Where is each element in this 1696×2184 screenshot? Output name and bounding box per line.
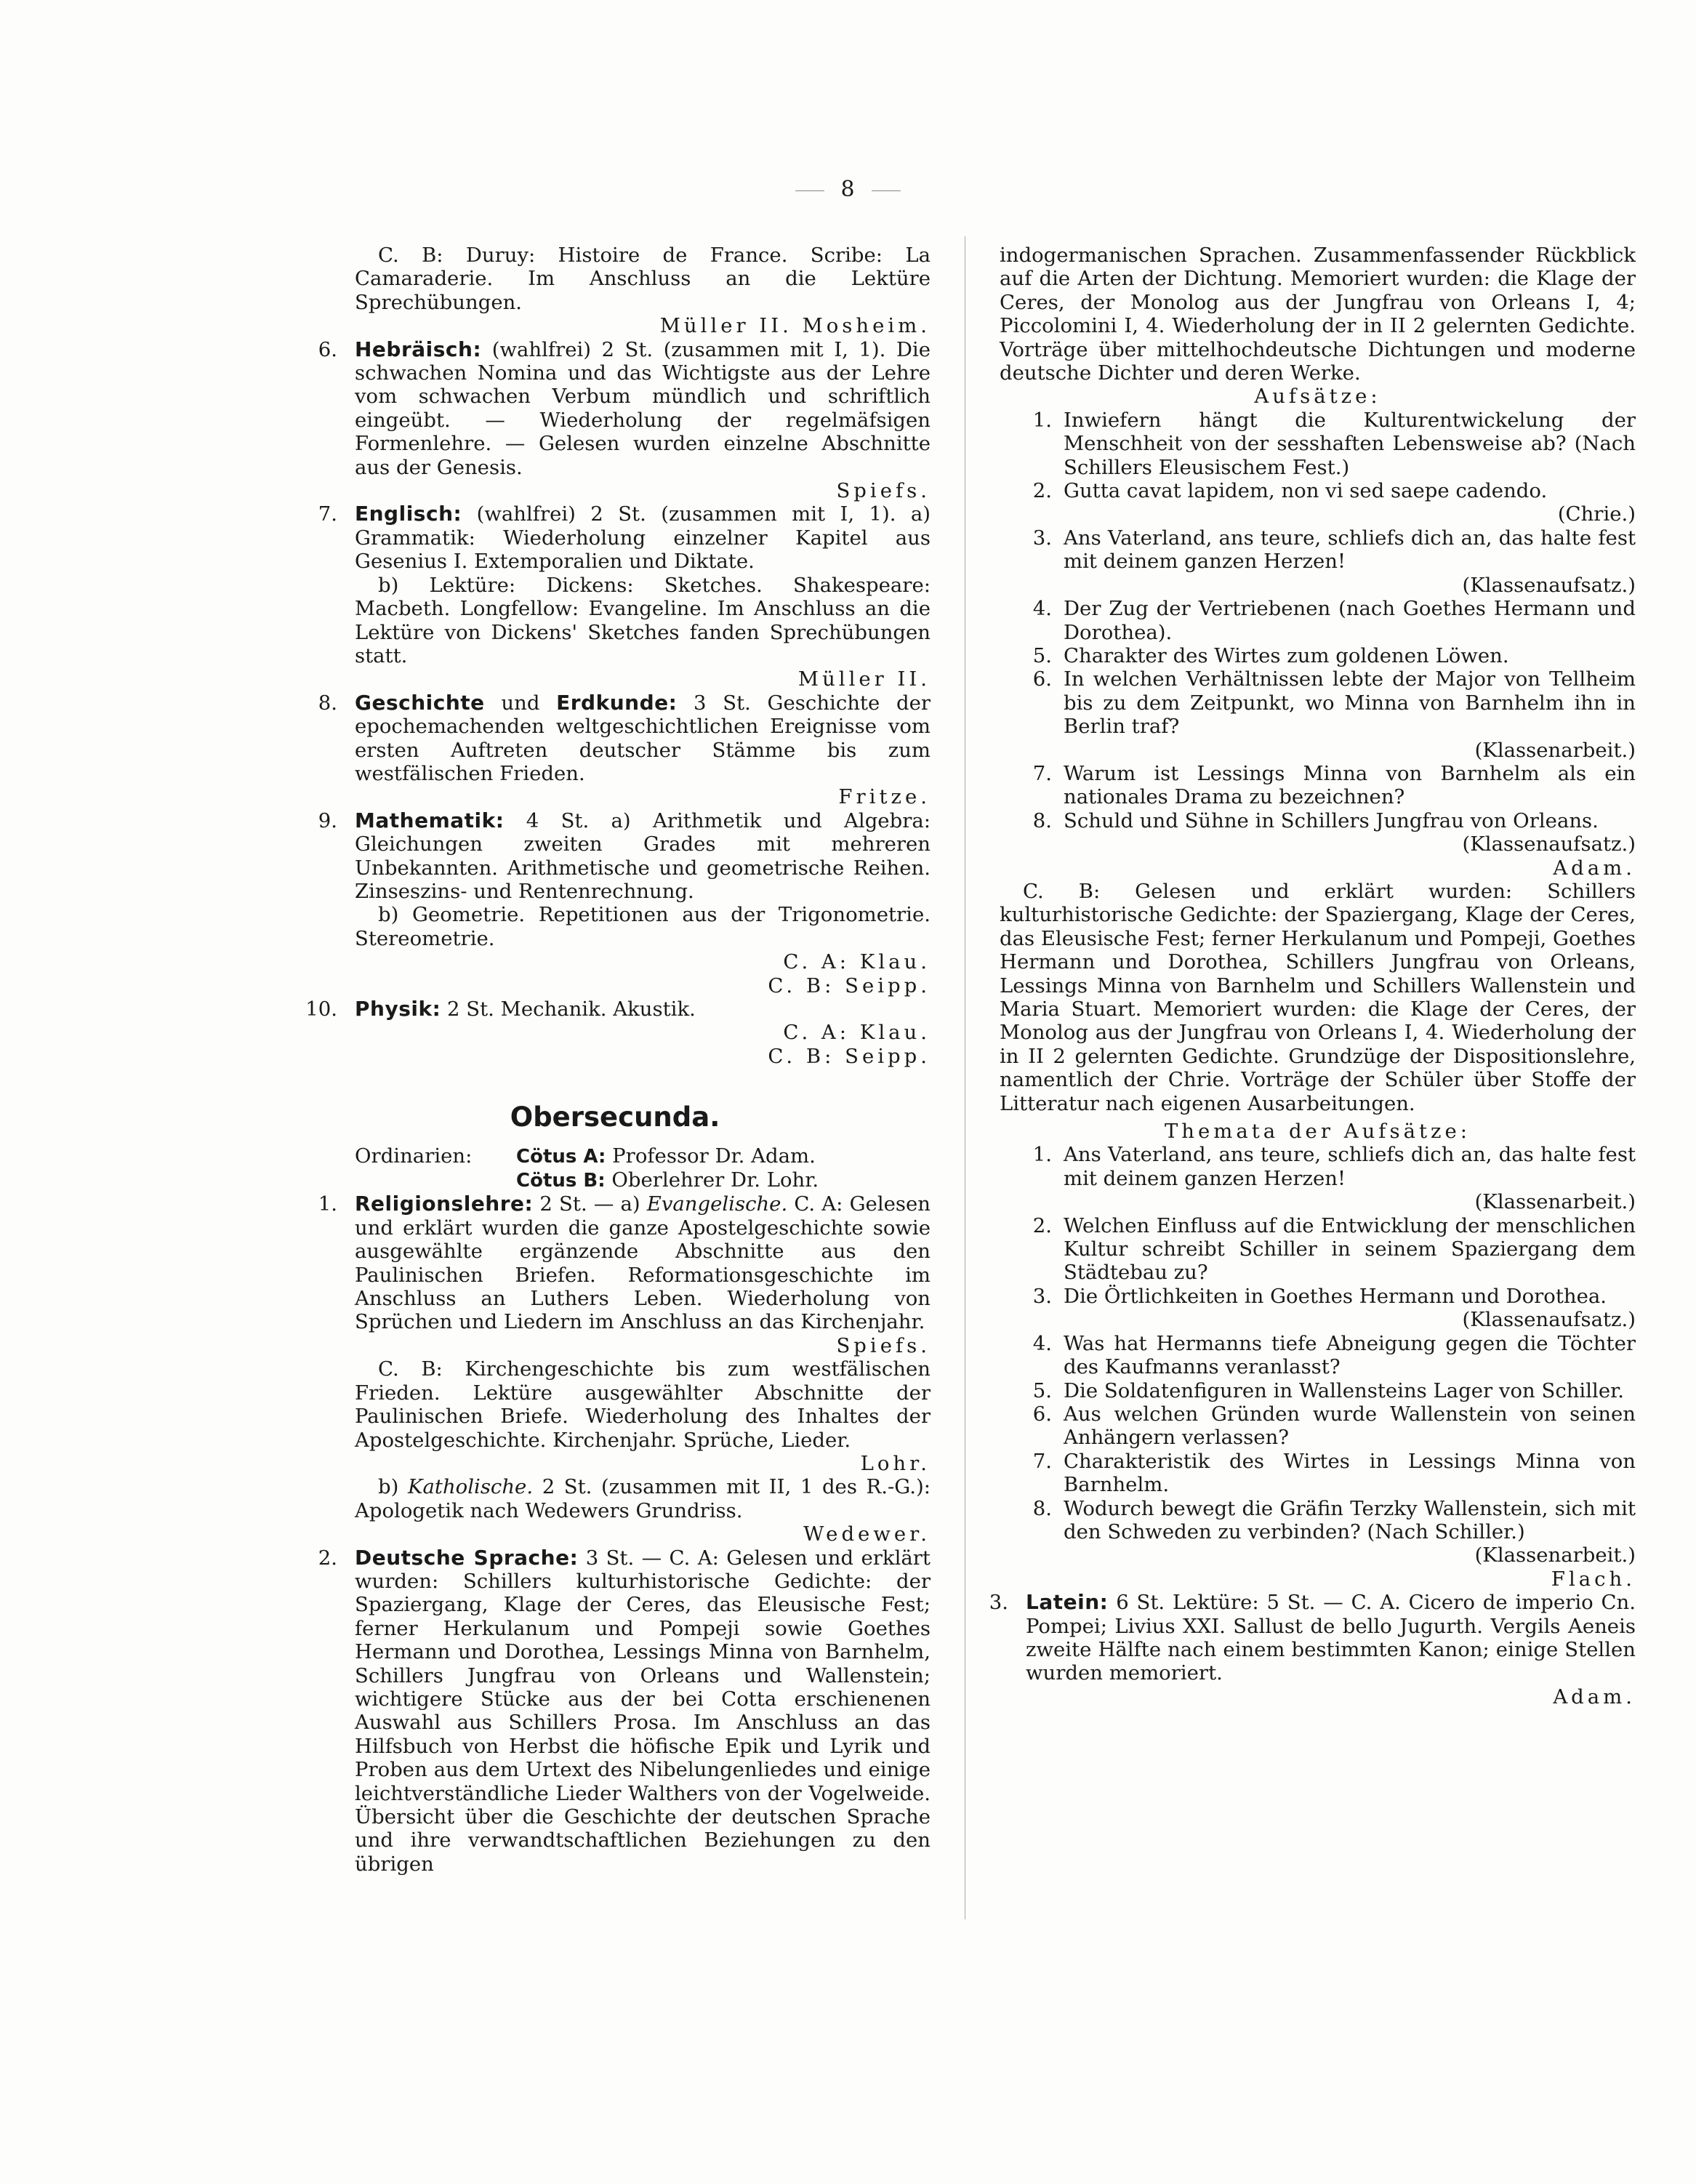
list-item-text: Aus welchen Gründen wurde Wallenstein von seinen Anhängern verlassen?	[1064, 1402, 1636, 1450]
list-item-note: (Klassenaufsatz.)	[1462, 573, 1636, 597]
list-item-text: Inwiefern hängt die Kulturentwickelung der Menschheit von der sesshaften Lebensweise ab? (Nach Schillers Eleusischem Fest.)	[1064, 408, 1636, 479]
list-item-number: 4.	[1032, 1331, 1052, 1355]
subject-title: Englisch:	[355, 502, 462, 526]
kath-prefix: b)	[378, 1475, 399, 1499]
subject-text-b: b) Geometrie. Repetitionen aus der Trigonometrie. Stereometrie.	[355, 903, 931, 950]
list-item	[1000, 762, 1636, 809]
teacher-signature: Spiefs.	[836, 1333, 931, 1357]
teacher-signature-kath: Wedewer.	[803, 1522, 931, 1546]
list-item-note: (Klassenarbeit.)	[1474, 1543, 1636, 1567]
subject-text: (wahlfrei) 2 St. (zusammen mit I, 1). Die schwachen Nomina und das Wichtigste aus der Lehre vom schwachen Verbum mündlich und schriftlich eingeübt. — Wiederholung der regelmäfsigen Formenlehre. — Gelesen wurden einzelne Abschnitte aus der Genesis.	[355, 337, 931, 479]
cotus-a-label: Cötus A:	[516, 1145, 606, 1168]
list-item-text: Gutta cavat lapidem, non vi sed saepe cadendo.	[1064, 479, 1548, 503]
teacher-signature-a: C. A: Klau.	[783, 950, 931, 974]
list-item	[1000, 479, 1636, 526]
subject-text: 2 St. Mechanik. Akustik.	[447, 997, 696, 1021]
list-item-number: 7.	[1032, 1449, 1052, 1473]
list-item-text: Charakteristik des Wirtes in Lessings Minna von Barnhelm.	[1064, 1449, 1636, 1497]
intro-signature: Müller II. Mosheim.	[659, 314, 931, 338]
list-item-number: 6.	[1032, 667, 1052, 691]
list-item-text: Wodurch bewegt die Gräfin Terzky Wallenstein, sich mit den Schweden zu verbinden? (Nach Schiller.)	[1064, 1496, 1636, 1543]
item-number: 8.	[318, 691, 337, 715]
list-item-text: Die Örtlichkeiten in Goethes Hermann und Dorothea.	[1064, 1284, 1607, 1308]
themata-heading: Themata der Aufsätze:	[1164, 1120, 1471, 1144]
aufsaetze-signature: Adam.	[1553, 856, 1636, 880]
item-number: 10.	[305, 997, 337, 1021]
list-item-number: 5.	[1032, 643, 1052, 667]
item-number: 6.	[318, 337, 337, 361]
subject-latein	[970, 1591, 1636, 1709]
item-number: 2.	[318, 1546, 337, 1570]
subject-physik	[300, 997, 931, 1068]
subject-text: 4 St. a) Arithmetik und Algebra: Gleichungen zweiten Grades mit mehreren Unbekannten. Arithmetische und geometrische Reihen. Zinseszins- und Rentenrechnung.	[355, 808, 931, 903]
subject-text: C. A: Gelesen und erklärt wurden die ganze Apostelgeschichte sowie ausgewählte ergänzende Abschnitte aus den Paulinischen Briefen. Reformationsgeschichte im Anschluss an Luthers Leben. Wiederholung von Sprüchen und Liedern im Anschluss an das Kirchenjahr.	[355, 1192, 931, 1334]
list-item-number: 4.	[1032, 597, 1052, 621]
teacher-signature-b: C. B: Seipp.	[768, 973, 931, 997]
cotus-a-teacher: Professor Dr. Adam.	[612, 1144, 816, 1168]
list-item-number: 2.	[1032, 479, 1052, 503]
subject-geschichte	[300, 691, 931, 809]
list-item-text: Welchen Einfluss auf die Entwicklung der menschlichen Kultur schreibt Schiller in seinem Spaziergang dem Städtebau zu?	[1064, 1213, 1636, 1285]
item-number: 3.	[989, 1591, 1008, 1615]
list-item	[1000, 597, 1636, 644]
list-item-note: (Klassenarbeit.)	[1474, 1190, 1636, 1214]
list-item	[1000, 644, 1636, 667]
teacher-signature-a: C. A: Klau.	[783, 1021, 931, 1045]
list-item-note: (Klassenaufsatz.)	[1462, 832, 1636, 856]
cotus-b-teacher: Oberlehrer Dr. Lohr.	[611, 1168, 819, 1192]
subject-title: Latein:	[1026, 1590, 1109, 1615]
themata-list	[1000, 1143, 1636, 1567]
list-item-text: Schuld und Sühne in Schillers Jungfrau von Orleans.	[1064, 808, 1599, 832]
subject-title-conjunction: und	[501, 691, 540, 715]
list-item-text: Warum ist Lessings Minna von Barnhelm als ein nationales Drama zu bezeichnen?	[1064, 761, 1636, 809]
list-item-number: 6.	[1032, 1402, 1052, 1426]
teacher-signature-cb: Lohr.	[860, 1451, 931, 1475]
list-item-text: Was hat Hermanns tiefe Abneigung gegen die Töchter des Kaufmanns veranlasst?	[1064, 1331, 1636, 1379]
list-item-number: 1.	[1032, 1143, 1052, 1167]
subject-title: Deutsche Sprache:	[355, 1545, 579, 1570]
subject-text: 3 St. — C. A: Gelesen und erklärt wurden: Schillers kulturhistorische Gedichte: der Spaziergang, Klage der Ceres, das Eleusische Fest; ferner Herkulanum und Pompeji sowie Goethes Hermann und Dorothea, Lessings Minna von Barnhelm, Schillers Jungfrau von Orleans und Wallenstein; wichtigere Stücke aus der bei Cotta erschienenen Auswahl aus Schillers Prosa. Im Anschluss an das Hilfsbuch von Herbst die höfische Epik und Lyrik und Proben aus dem Urtext des Nibelungenliedes und einige leichtverständliche Lieder Walthers von der Vogelweide. Übersicht über die Geschichte der deutschen Sprache und ihre verwandtschaftlichen Beziehungen zu den übrigen	[355, 1546, 931, 1876]
list-item-number: 3.	[1032, 1284, 1052, 1308]
list-item	[1000, 1497, 1636, 1567]
teacher-signature: Fritze.	[838, 785, 931, 809]
list-item	[1000, 1450, 1636, 1497]
ordinarien-a	[516, 1144, 931, 1168]
ordinarien-label: Ordinarien:	[355, 1144, 473, 1168]
deutsch-continuation: indogermanischen Sprachen. Zusammenfassender Rückblick auf die Arten der Dichtung. Memoriert wurden: die Klage der Ceres, der Monolog aus der Jungfrau von Orleans I, 4; Piccolomini I, 4. Wiederholung der in II 2 gelernten Gedichte. Vorträge über mittelhochdeutsche Dichtungen und moderne deutsche Dichter und deren Werke.	[1000, 244, 1636, 385]
kath-subtitle: Katholische.	[407, 1475, 534, 1499]
subject-title: Religionslehre:	[355, 1192, 534, 1216]
section-heading: Obersecunda.	[510, 1101, 720, 1133]
list-item	[1000, 1214, 1636, 1285]
subject-text-cb: C. B: Kirchengeschichte bis zum westfälischen Frieden. Lektüre ausgewählter Abschnitte der Paulinischen Briefe. Wiederholung des Inhaltes der Apostelgeschichte. Kirchenjahr. Sprüche, Lieder.	[355, 1357, 931, 1452]
list-item-text: In welchen Verhältnissen lebte der Major von Tellheim bis zu dem Zeitpunkt, wo Minna von Barnhelm ihn in Berlin traf?	[1064, 667, 1636, 739]
subject-text-b: b) Lektüre: Dickens: Sketches. Shakespeare: Macbeth. Longfellow: Evangeline. Im Anschluss an die Lektüre von Dickens' Sketches fanden Sprechübungen statt.	[355, 573, 931, 667]
list-item	[1000, 409, 1636, 479]
list-item-number: 7.	[1032, 761, 1052, 785]
cotus-b-label: Cötus B:	[516, 1170, 606, 1192]
ordinarien	[355, 1144, 931, 1193]
aufsaetze-list	[1000, 409, 1636, 856]
page-number-dash-left	[795, 190, 824, 191]
list-item-note: (Klassenaufsatz.)	[1462, 1308, 1636, 1332]
subject-text: 6 St. Lektüre: 5 St. — C. A. Cicero de imperio Cn. Pompei; Livius XXI. Sallust de bello Jugurth. Vergils Aeneis zweite Hälfte nach einem bestimmten Kanon; einige Stellen wurden memoriert.	[1026, 1591, 1636, 1685]
list-item-number: 1.	[1032, 408, 1052, 432]
intro-paragraph	[300, 244, 931, 314]
subject-title: Mathematik:	[355, 808, 505, 832]
subject-text: 3 St. Geschichte der epochemachenden weltgeschichtlichen Ereignisse vom ersten Auftreten deutscher Stämme bis zum westfälischen Frieden.	[355, 691, 931, 785]
list-item-text: Charakter des Wirtes zum goldenen Löwen.	[1064, 643, 1509, 667]
item-number: 1.	[318, 1192, 337, 1216]
list-item-note: (Chrie.)	[1557, 502, 1636, 526]
item-number: 7.	[318, 502, 337, 526]
subject-title-2: Erdkunde:	[556, 690, 678, 715]
teacher-signature: Spiefs.	[836, 479, 931, 503]
subject-mathematik	[300, 809, 931, 997]
list-item	[1000, 526, 1636, 597]
item-number: 9.	[318, 808, 337, 832]
list-item-number: 8.	[1032, 808, 1052, 832]
list-item-text: Ans Vaterland, ans teure, schliefs dich an, das halte fest mit deinem ganzen Herzen!	[1064, 526, 1636, 574]
teacher-signature: Müller II.	[797, 667, 931, 691]
subject-title: Geschichte	[355, 690, 485, 715]
list-item	[1000, 1332, 1636, 1379]
intro-text: C. B: Duruy: Histoire de France. Scribe: La Camaraderie. Im Anschluss an die Lektüre Sprechübungen.	[355, 244, 931, 314]
list-item	[1000, 1143, 1636, 1213]
aufsaetze-heading: Aufsätze:	[1254, 385, 1381, 409]
subject-hebraeisch	[300, 338, 931, 503]
subject-religionslehre	[300, 1192, 931, 1546]
list-item-number: 3.	[1032, 526, 1052, 550]
page-number	[0, 177, 1696, 202]
kath-text: 2 St. (zusammen mit II, 1 des R.-G.): Apologetik nach Wedewers Grundriss.	[355, 1475, 931, 1522]
cb-paragraph: C. B: Gelesen und erklärt wurden: Schillers kulturhistorische Gedichte: der Spaziergang, Klage der Ceres, das Eleusische Fest; ferner Herkulanum und Pompeji, Goethes Hermann und Dorothea, Schillers Jungfrau von Orleans, Lessings Minna von Barnhelm und Schillers Wallenstein und Maria Stuart. Memoriert wurden: die Klage der Ceres, der Monolog aus der Jungfrau von Orleans I, 4. Wiederholung der in II 2 gelernten Gedichte. Grundzüge der Dispositionslehre, namentlich der Chrie. Vorträge der Schüler über Stoffe der Litteratur nach eigenen Ausarbeitungen.	[1000, 879, 1636, 1115]
list-item-note: (Klassenarbeit.)	[1474, 738, 1636, 762]
subject-subtitle: Evangelische.	[646, 1192, 788, 1216]
subject-title: Physik:	[355, 997, 441, 1021]
right-column	[989, 244, 1636, 1709]
list-item-text: Ans Vaterland, ans teure, schliefs dich an, das halte fest mit deinem ganzen Herzen!	[1064, 1143, 1636, 1190]
list-item-number: 8.	[1032, 1496, 1052, 1520]
subject-text: (wahlfrei) 2 St. (zusammen mit I, 1). a) Grammatik: Wiederholung einzelner Kapitel aus Gesenius I. Extemporalien und Diktate.	[355, 502, 931, 574]
subject-deutsch	[300, 1546, 931, 1876]
teacher-signature: Adam.	[1553, 1685, 1636, 1709]
list-item	[1000, 1402, 1636, 1450]
list-item-text: Die Soldatenfiguren in Wallensteins Lager von Schiller.	[1064, 1378, 1624, 1402]
left-column	[300, 244, 931, 1876]
subject-text-katholisch	[355, 1475, 931, 1522]
subject-englisch	[300, 502, 931, 691]
page-number-text: 8	[840, 177, 856, 202]
subject-title: Hebräisch:	[355, 337, 482, 361]
themata-signature: Flach.	[1551, 1567, 1636, 1591]
subject-text-prefix: 2 St. — a)	[539, 1192, 640, 1216]
list-item	[1000, 809, 1636, 856]
list-item-text: Der Zug der Vertriebenen (nach Goethes Hermann und Dorothea).	[1064, 597, 1636, 644]
list-item	[1000, 1379, 1636, 1402]
teacher-signature-b: C. B: Seipp.	[768, 1044, 931, 1068]
list-item	[1000, 1285, 1636, 1332]
list-item-number: 2.	[1032, 1213, 1052, 1237]
list-item	[1000, 667, 1636, 762]
ordinarien-b	[516, 1168, 931, 1192]
list-item-number: 5.	[1032, 1378, 1052, 1402]
page-number-dash-right	[872, 190, 901, 191]
